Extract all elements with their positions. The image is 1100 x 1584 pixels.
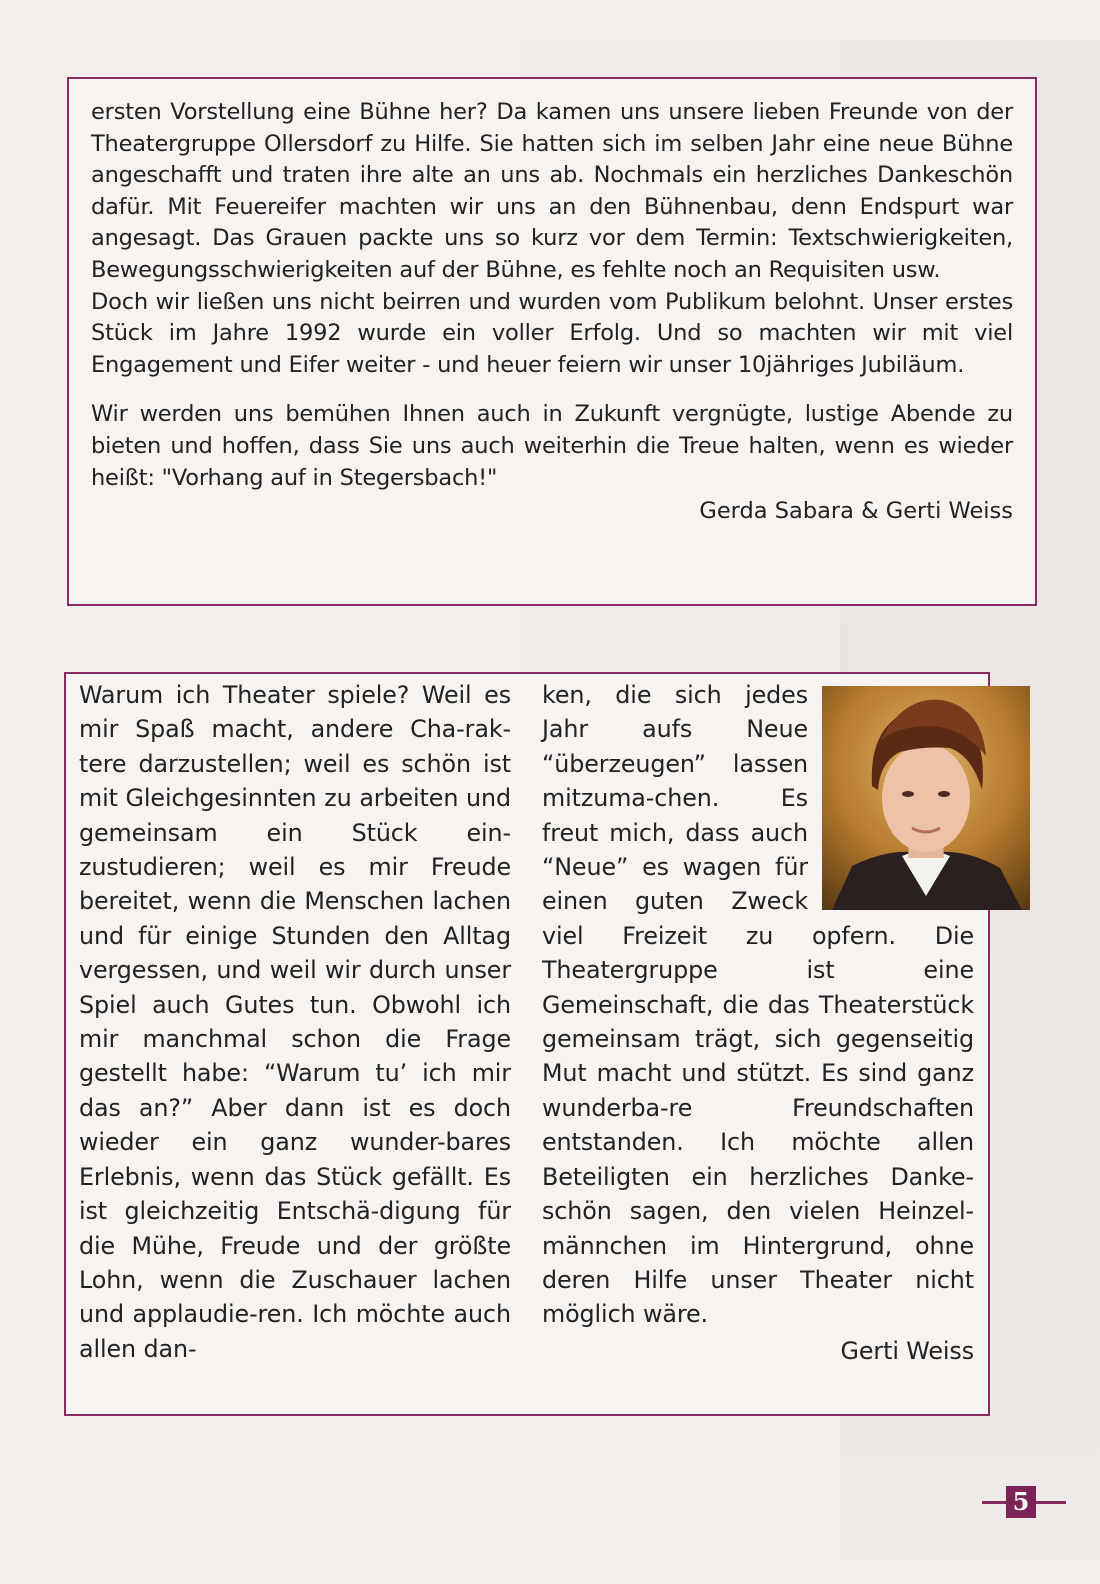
bottom-text-box	[64, 672, 990, 1416]
right-column	[542, 678, 974, 1368]
top-text-box	[67, 77, 1037, 606]
page-number-rule-left	[982, 1501, 1006, 1504]
portrait-illustration	[822, 686, 1030, 910]
page-number-marker	[982, 1484, 1082, 1520]
top-paragraph-1: ersten Vorstellung eine Bühne her? Da kamen uns unsere lieben Freunde von der Theatergruppe Ollersdorf zu Hilfe. Sie hatten sich im selben Jahr eine neue Bühne angeschafft und traten ihre alte an uns ab. Nochmals ein herzliches Dankeschön dafür. Mit Feuereifer machten wir uns an den Bühnenbau, denn Endspurt war angesagt. Das Grauen packte uns so kurz vor dem Termin: Textschwierigkeiten, Bewegungsschwierigkeiten auf der Bühne, es fehlte noch an Requisiten usw.	[91, 99, 1013, 283]
top-paragraph-3: Wir werden uns bemühen Ihnen auch in Zukunft vergnügte, lustige Abende zu bieten und hoffen, dass Sie uns auch weiterhin die Treue halten, wenn es wieder heißt: "Vorhang auf in Stegersbach!"	[91, 401, 1013, 491]
page-number: 5	[1006, 1486, 1036, 1518]
bottom-signature: Gerti Weiss	[840, 1336, 974, 1365]
portrait-photo	[822, 686, 1030, 910]
page-number-rule-right	[1036, 1501, 1066, 1504]
left-column	[79, 678, 511, 1366]
right-column-text: ken, die sich jedes Jahr aufs Neue “überzeugen” lassen mitzuma-chen. Es freut mich, dass auch “Neue” es wagen für einen guten Zweck viel Freizeit zu opfern. Die Theatergruppe ist eine Gemeinschaft, die das Theaterstück gemeinsam trägt, sich gegenseitig Mut macht und stützt. Es sind ganz wunderba-re Freundschaften entstanden. Ich möchte allen Beteiligten ein herzliches Danke-schön sagen, den vielen Heinzel-männchen im Hintergrund, ohne deren Hilfe unser Theater nicht möglich wäre.	[542, 681, 974, 1329]
top-paragraph-2: Doch wir ließen uns nicht beirren und wurden vom Publikum belohnt. Unser erstes Stück im Jahre 1992 wurde ein voller Erfolg. Und so machten wir mit viel Engagement und Eifer weiter - und heuer feiern wir unser 10jähriges Jubiläum.	[91, 288, 1013, 378]
left-column-text: Warum ich Theater spiele? Weil es mir Spaß macht, andere Cha-rak-tere darzustellen; weil es schön ist mit Gleichgesinnten zu arbeiten und gemeinsam ein Stück ein-zustudieren; weil es mir Freude bereitet, wenn die Menschen lachen und für einige Stunden den Alltag vergessen, und weil wir durch unser Spiel auch Gutes tun. Obwohl ich mir manchmal schon die Frage gestellt habe: “Warum tu’ ich mir das an?” Aber dann ist es doch wieder ein ganz wunder-bares Erlebnis, wenn das Stück gefällt. Es ist gleichzeitig Entschä-digung für die Mühe, Freude und der größte Lohn, wenn die Zuschauer lachen und applaudie-ren. Ich möchte auch allen dan-	[79, 681, 511, 1363]
top-signature: Gerda Sabara & Gerti Weiss	[699, 498, 1013, 525]
